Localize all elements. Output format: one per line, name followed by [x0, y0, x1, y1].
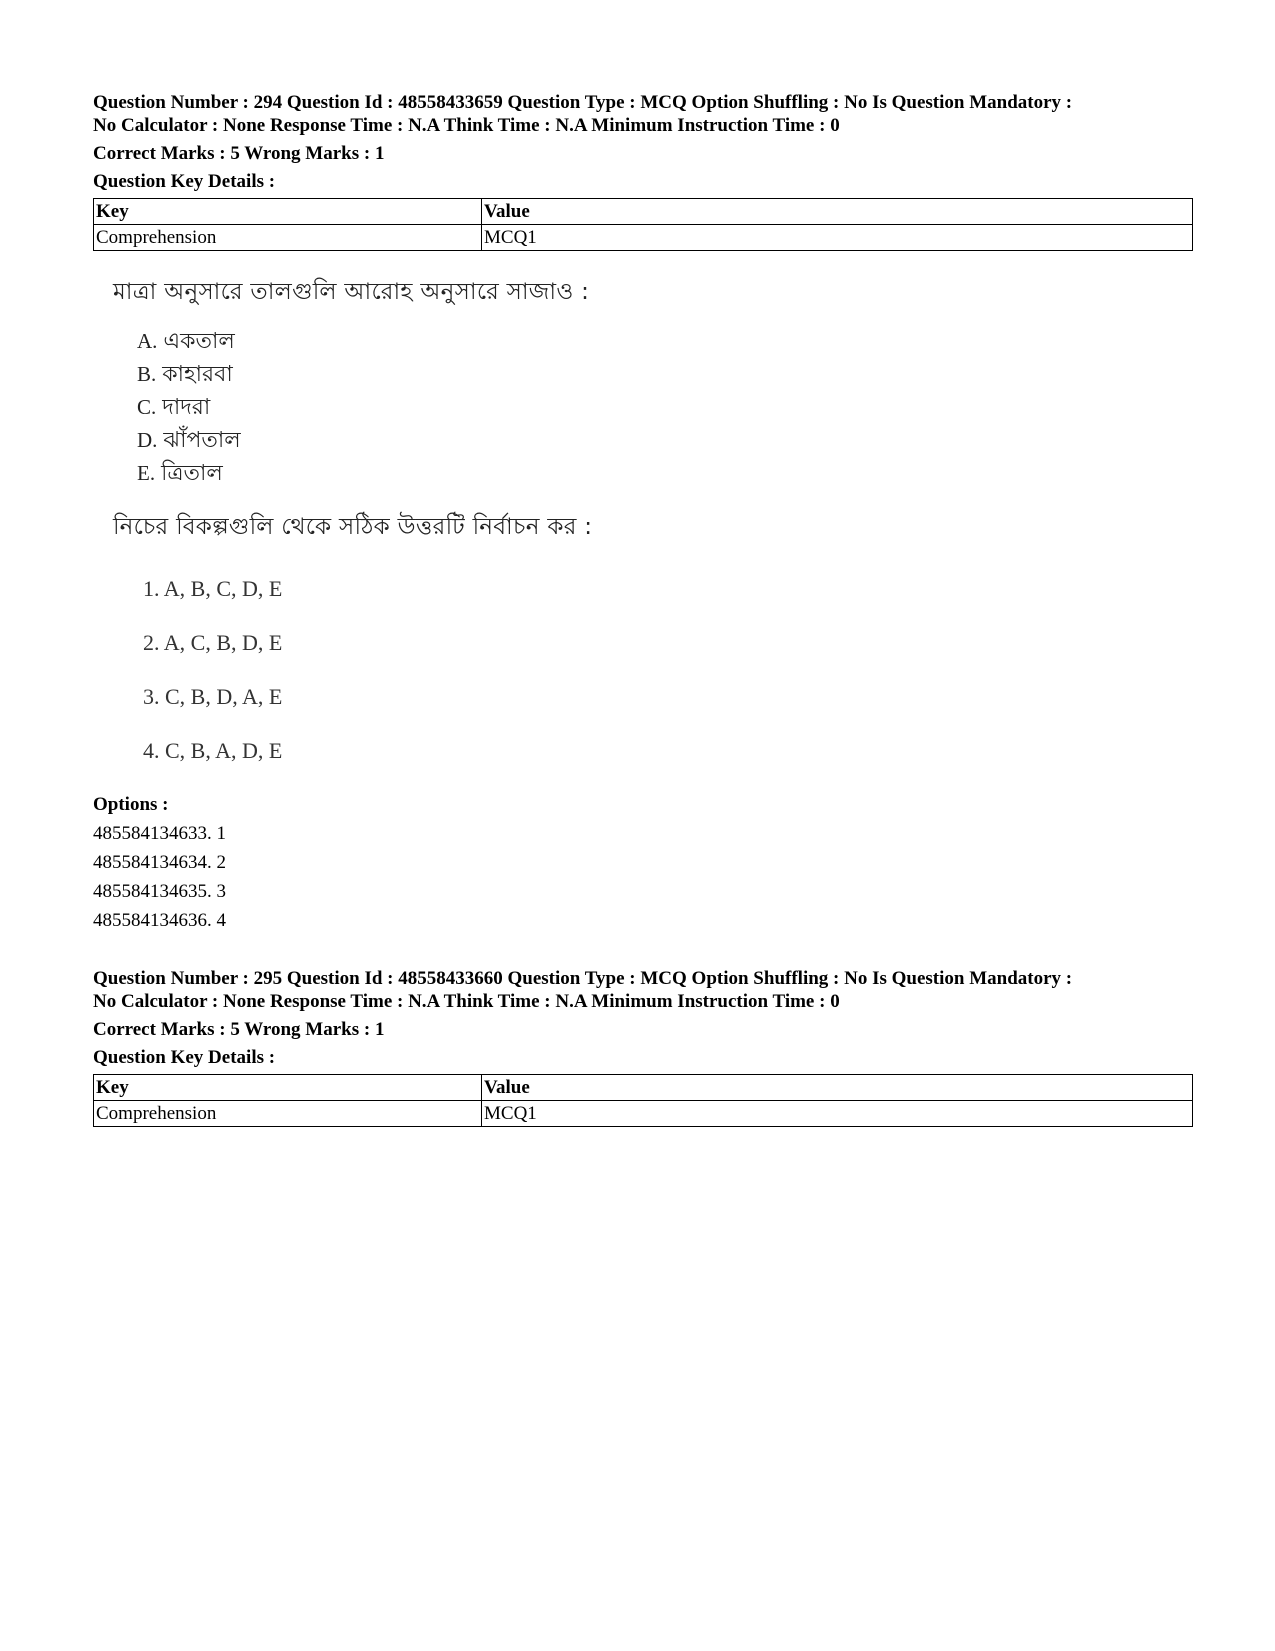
table-row: [94, 225, 1193, 251]
marks-line: Correct Marks : 5 Wrong Marks : 1: [93, 143, 385, 164]
table-row: [94, 1101, 1193, 1127]
choice-list: [113, 562, 1193, 778]
item-list: [113, 325, 1193, 490]
item-label: B.: [137, 362, 157, 386]
item-text: ত্রিতাল: [161, 461, 223, 486]
option-item: 485584134633. 1: [93, 823, 226, 844]
choice-item: 1. A, B, C, D, E: [143, 576, 283, 601]
key-details-label: Question Key Details :: [93, 1047, 276, 1068]
choice-item: 4. C, B, A, D, E: [143, 738, 283, 763]
item-text: দাদরা: [162, 395, 211, 420]
marks-line: Correct Marks : 5 Wrong Marks : 1: [93, 1019, 385, 1040]
option-item: 485584134634. 2: [93, 852, 226, 873]
table-cell-key: Comprehension: [94, 1101, 482, 1127]
item-text: কাহারবা: [162, 362, 233, 387]
table-header-row: [94, 199, 1193, 225]
table-cell-key: Comprehension: [94, 225, 482, 251]
item-label: C.: [137, 395, 157, 419]
list-item: [137, 424, 1193, 457]
table-header-row: [94, 1075, 1193, 1101]
question-prompt: মাত্রা অনুসারে তালগুলি আরোহ অনুসারে সাজাও :: [113, 279, 590, 305]
table-header-value: Value: [482, 199, 1193, 225]
option-item: 485584134635. 3: [93, 881, 226, 902]
question-instruction: নিচের বিকল্পগুলি থেকে সঠিক উত্তরটি নির্বাচন কর :: [113, 514, 593, 540]
question-meta-line2: No Calculator : None Response Time : N.A Think Time : N.A Minimum Instruction Time : 0: [93, 115, 840, 136]
list-item: [137, 391, 1193, 424]
table-cell-value: MCQ1: [482, 225, 1193, 251]
item-label: A.: [137, 329, 158, 353]
question-meta-line1: Question Number : 295 Question Id : 48558433660 Question Type : MCQ Option Shuffling : No Is Question Mandatory :: [93, 968, 1073, 989]
item-label: E.: [137, 461, 156, 485]
key-details-table: [93, 1074, 1193, 1127]
question-meta-line2: No Calculator : None Response Time : N.A Think Time : N.A Minimum Instruction Time : 0: [93, 991, 840, 1012]
item-label: D.: [137, 428, 158, 452]
question-294: [93, 91, 1193, 935]
item-text: একতাল: [163, 329, 235, 354]
question-295: [93, 967, 1193, 1127]
question-meta-line1: Question Number : 294 Question Id : 48558433659 Question Type : MCQ Option Shuffling : No Is Question Mandatory :: [93, 92, 1073, 113]
list-item: [137, 325, 1193, 358]
key-details-table: [93, 198, 1193, 251]
key-details-label: Question Key Details :: [93, 171, 276, 192]
choice-item: 2. A, C, B, D, E: [143, 630, 283, 655]
option-item: 485584134636. 4: [93, 910, 226, 931]
table-header-value: Value: [482, 1075, 1193, 1101]
list-item: [137, 457, 1193, 490]
choice-item: 3. C, B, D, A, E: [143, 684, 283, 709]
table-cell-value: MCQ1: [482, 1101, 1193, 1127]
table-header-key: Key: [94, 199, 482, 225]
item-text: ঝাঁপতাল: [163, 428, 241, 453]
list-item: [137, 358, 1193, 391]
question-body: [93, 275, 1193, 778]
options-label: Options :: [93, 794, 169, 815]
table-header-key: Key: [94, 1075, 482, 1101]
